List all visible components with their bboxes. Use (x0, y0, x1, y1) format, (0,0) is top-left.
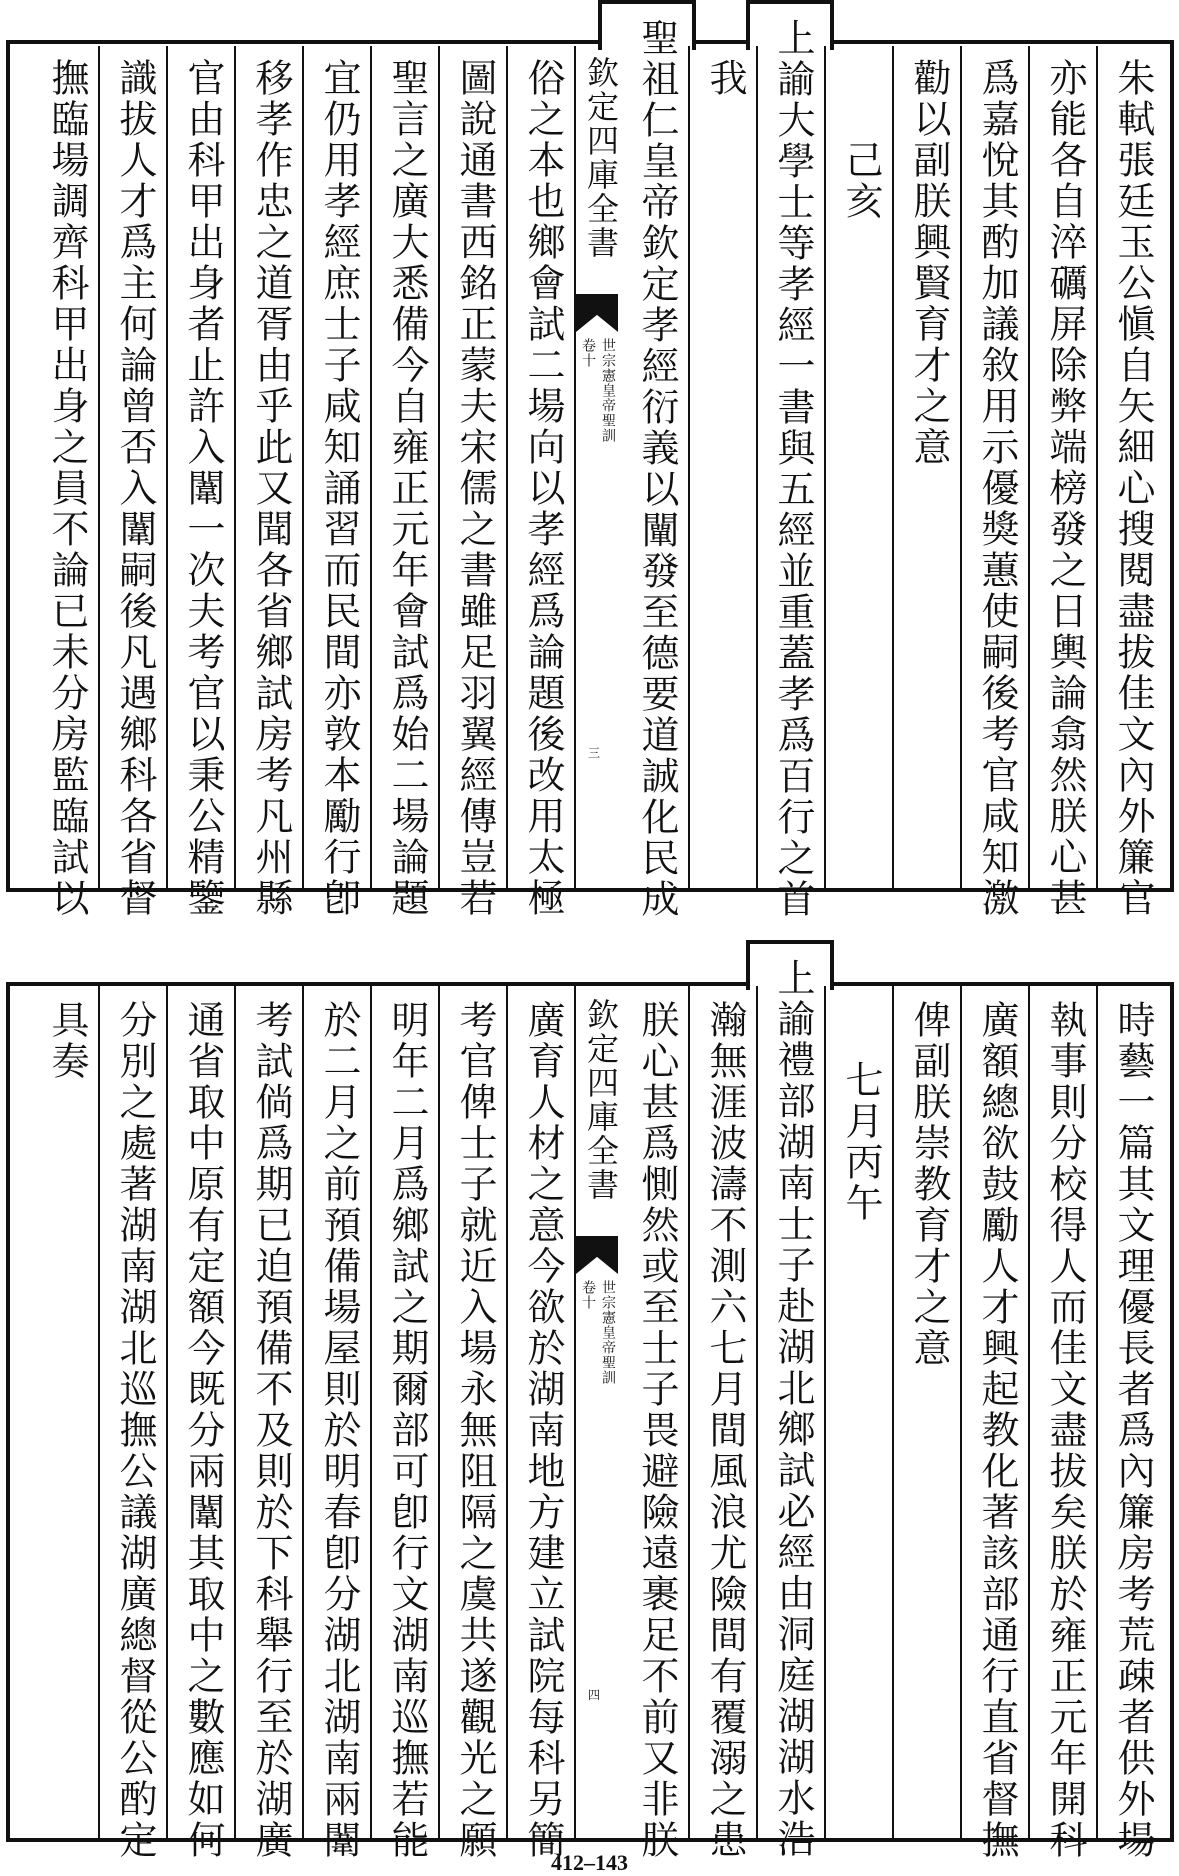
text-column: 聖言之廣大悉備今自雍正元年會試爲始二場論題 (385, 58, 429, 919)
text-column: 考官俾士子就近入場永無阻隔之虞共遂觀光之願 (453, 1000, 497, 1861)
text-column: 識拔人才爲主何論曾否入闈嗣後凡遇鄉科各省督 (113, 58, 157, 919)
strip-subtitle: 世宗憲皇帝聖訓 (600, 338, 616, 443)
fish-tail-mark (576, 1236, 618, 1274)
strip-page-number: 三 (588, 746, 601, 760)
fish-tail-mark (576, 294, 618, 332)
text-column: 分別之處著湖南湖北巡撫公議湖廣總督從公酌定 (113, 1000, 157, 1861)
strip-volume: 卷十 (580, 338, 596, 368)
text-column: 我 (703, 58, 747, 99)
text-column: 通省取中原有定額今既分兩闈其取中之數應如何 (181, 1000, 225, 1861)
strip-volume: 卷十 (580, 1280, 596, 1310)
text-column: 亦能各自淬礪屏除弊端榜發之日輿論翕然朕心甚 (1043, 58, 1087, 919)
text-column: 勸以副朕興賢育才之意 (907, 58, 951, 468)
text-column: 時藝一篇其文理優長者爲內簾房考荒疎者供外場 (1111, 1000, 1155, 1861)
text-column: 明年二月爲鄉試之期爾部可卽行文湖南巡撫若能 (385, 1000, 429, 1861)
date-heading: 己亥 (839, 140, 883, 222)
text-column: 俗之本也鄉會試二場向以孝經爲論題後改用太極 (521, 58, 565, 919)
bottom-page (6, 940, 1174, 1861)
text-column: 爲嘉悅其酌加議敘用示優獎蕙使嗣後考官咸知激 (975, 58, 1019, 919)
text-column: 圖說通書西銘正蒙夫宋儒之書雖足羽翼經傳豈若 (453, 58, 497, 919)
strip-title: 欽定四庫全書 (582, 56, 620, 260)
center-strip (576, 48, 618, 888)
text-column: 考試倘爲期已迫預備不及則於下科舉行至於湖廣 (249, 1000, 293, 1861)
text-column: 朱軾張廷玉公愼自矢細心搜閱盡拔佳文內外簾官 (1111, 58, 1155, 919)
text-column: 執事則分校得人而佳文盡拔矣朕於雍正元年開科 (1043, 1000, 1087, 1861)
text-column: 廣育人材之意今欲於湖南地方建立試院每科另簡 (521, 1000, 565, 1861)
text-column: 廣額總欲鼓勵人才興起教化著該部通行直省督撫 (975, 1000, 1019, 1861)
strip-title: 欽定四庫全書 (582, 998, 620, 1202)
edict-heading: 上諭大學士等孝經一書與五經並重蓋孝爲百行之首 (771, 18, 815, 920)
strip-page-number: 四 (588, 1688, 601, 1702)
text-column: 瀚無涯波濤不測六七月間風浪尤險間有覆溺之患 (703, 1000, 747, 1861)
text-column: 宜仍用孝經庶士子咸知誦習而民間亦敦本勵行卽 (317, 58, 361, 919)
text-column: 聖祖仁皇帝欽定孝經衍義以闡發至德要道誠化民成 (635, 18, 679, 920)
text-column: 於二月之前預備場屋則於明春卽分湖北湖南兩闈 (317, 1000, 361, 1861)
edict-heading: 上諭禮部湖南士子赴湖北鄉試必經由洞庭湖湖水浩 (771, 958, 815, 1860)
text-column: 具奏 (45, 1000, 89, 1082)
text-column: 朕心甚爲惻然或至士子畏避險遠裹足不前又非朕 (635, 1000, 679, 1861)
center-strip (576, 990, 618, 1838)
date-heading: 七月丙午 (839, 1060, 883, 1224)
text-column: 撫臨場調齊科甲出身之員不論已未分房監臨試以 (45, 58, 89, 919)
text-column: 官由科甲出身者止許入闈一次夫考官以秉公精鑒 (181, 58, 225, 919)
page-code: 412–143 (551, 1850, 628, 1875)
text-column: 俾副朕崇教育才之意 (907, 1000, 951, 1369)
strip-subtitle: 世宗憲皇帝聖訓 (600, 1280, 616, 1385)
top-page (6, 0, 1174, 920)
text-column: 移孝作忠之道胥由乎此又聞各省鄉試房考凡州縣 (249, 58, 293, 919)
